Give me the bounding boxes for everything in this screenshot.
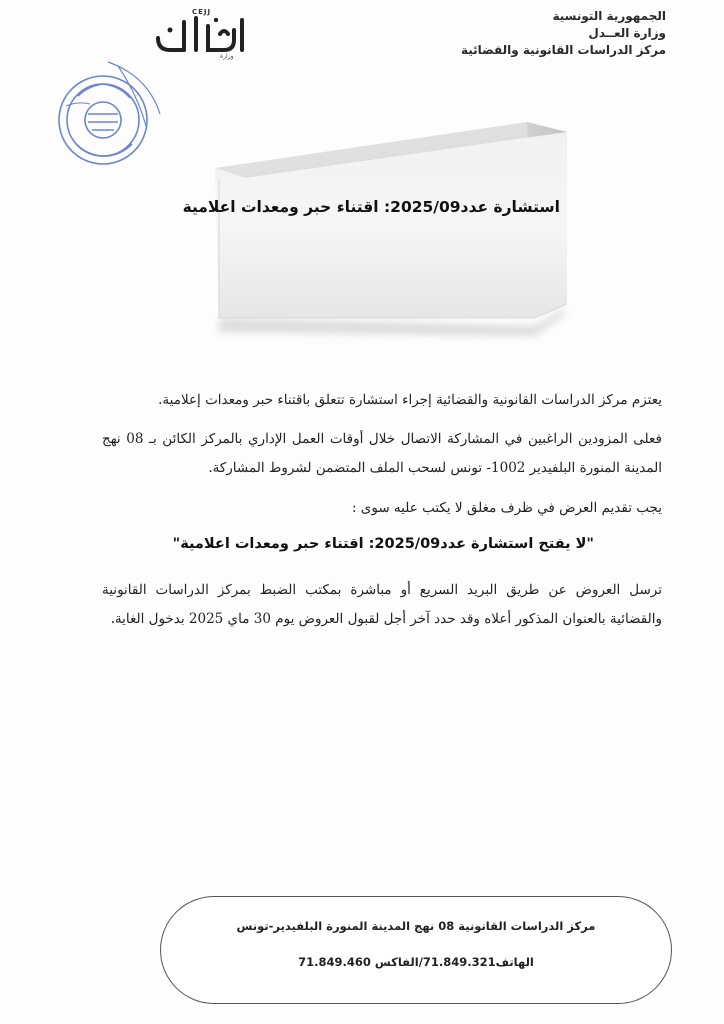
footer-address-box [160,896,672,1004]
footer-contact: الهاتف71.849.321/الفاكس 71.849.460 [298,955,534,969]
paragraph-suppliers: فعلى المزودين الراغبين في المشاركة الاتصال خلال أوقات العمل الإداري بالمركز الكائن بـ 08 نهج المدينة المنورة البلفيدير 1002- تونس لسحب الملف المتضمن لشروط المشاركة. [102,431,662,476]
paragraph-intro: يعتزم مركز الدراسات القانونية والقضائية إجراء استشارة تتعلق باقتناء حبر ومعدات إعلامية. [158,392,662,408]
envelope-inscription: "لا يفتح استشارة عدد2025/09: اقتناء حبر ومعدات اعلامية" [172,536,594,552]
official-stamp-icon [48,56,168,176]
title-box [182,118,585,343]
header-country: الجمهورية التونسية [552,9,666,23]
header-ministry: وزارة العــدل [588,26,666,40]
logo-acronym: CEJJ [192,8,212,16]
title-box-shape [182,118,585,343]
institution-header [426,8,666,59]
footer-address: مركز الدراسات القانونية 08 نهج المدينة المنورة البلفيدير-تونس [236,919,596,933]
logo-subtitle: وزارة [220,53,234,60]
paragraph-envelope: يجب تقديم العرض في ظرف مغلق لا يكتب عليه سوى : [351,500,662,516]
consultation-title: استشارة عدد2025/09: اقتناء حبر ومعدات اعلامية [182,198,560,216]
paragraph-deadline: ترسل العروض عن طريق البريد السريع أو مباشرة بمكتب الضبط بمركز الدراسات القانونية والقضائية بالعنوان المذكور أعلاه وقد حدد آخر أجل لقبول العروض يوم 30 ماي 2025 بدخول الغاية. [102,582,662,627]
ministry-logo [150,8,254,60]
header-center: مركز الدراسات القانونية والقضائية [460,43,666,57]
